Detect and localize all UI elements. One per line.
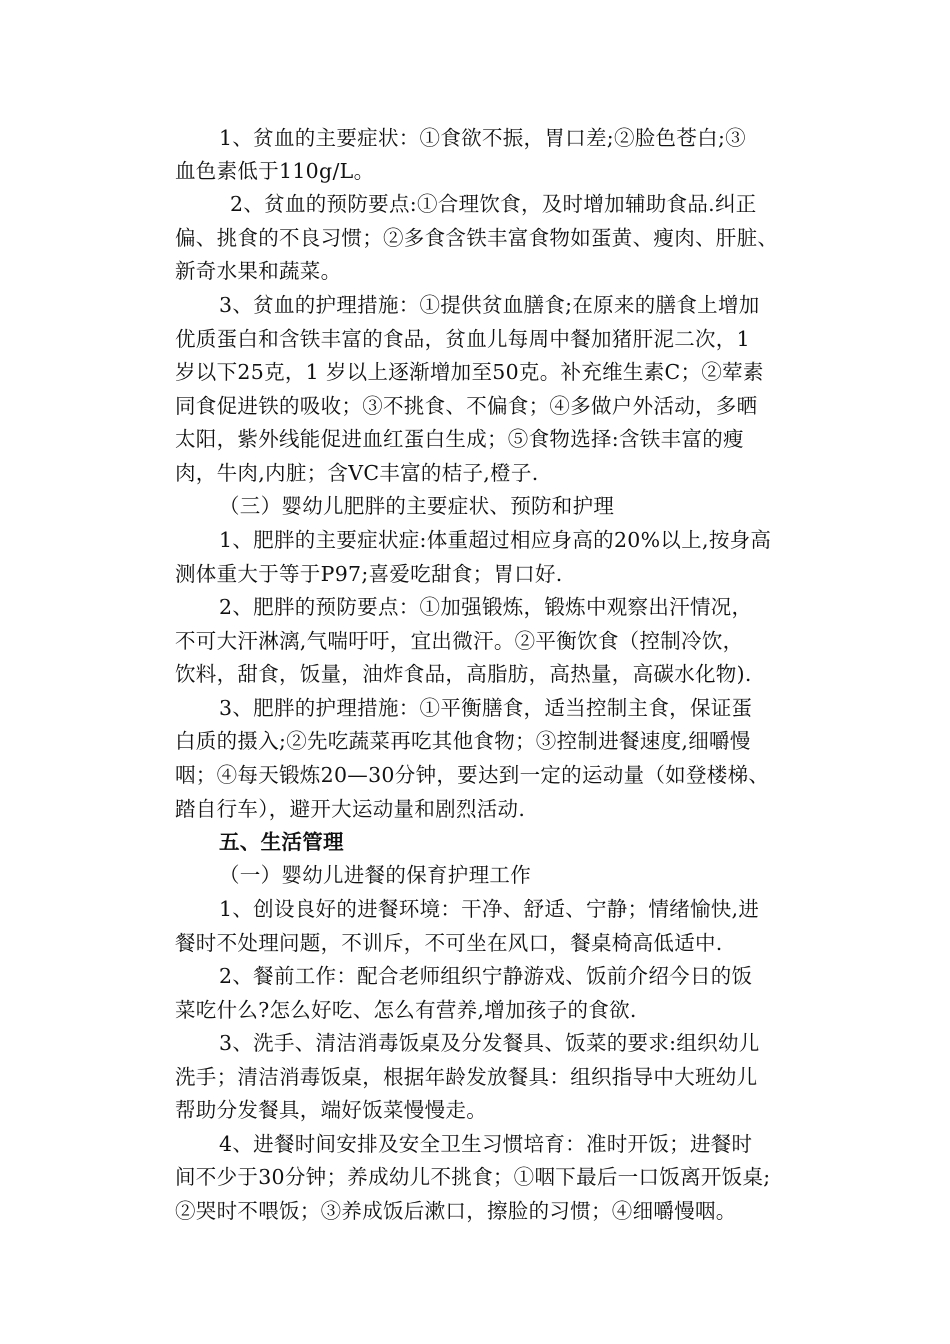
text-line: 2、餐前工作：配合老师组织宁静游戏、饭前介绍今日的饭: [219, 964, 753, 988]
text-line: 1、创设良好的进餐环境：干净、舒适、宁静；情绪愉快,进: [219, 897, 760, 921]
text-line: 肉，牛肉,内脏；含VC丰富的桔子,橙子.: [175, 461, 539, 485]
text-line: 白质的摄入;②先吃蔬菜再吃其他食物；③控制进餐速度,细嚼慢: [175, 729, 751, 753]
text-line: ②哭时不喂饭；③养成饭后漱口，擦脸的习惯；④细嚼慢咽。: [175, 1199, 737, 1223]
section-heading: 五、生活管理: [219, 830, 344, 854]
text-line: 不可大汗淋漓,气喘吁吁，宜出微汗。②平衡饮食（控制冷饮，: [175, 629, 744, 653]
section-subheading: （三）婴幼儿肥胖的主要症状、预防和护理: [219, 494, 615, 518]
text-line: 新奇水果和蔬菜。: [175, 259, 342, 283]
text-line: 3、肥胖的护理措施：①平衡膳食，适当控制主食，保证蛋: [219, 696, 753, 720]
text-line: 3、贫血的护理措施：①提供贫血膳食;在原来的膳食上增加: [219, 293, 760, 317]
text-line: 1、肥胖的主要症状症:体重超过相应身高的20%以上,按身高: [219, 528, 772, 552]
text-line: 偏、挑食的不良习惯；②多食含铁丰富食物如蛋黄、瘦肉、肝脏、: [175, 226, 779, 250]
text-line: 2、贫血的预防要点:①合理饮食，及时增加辅助食品.纠正: [230, 192, 757, 216]
text-line: 岁以下25克，1 岁以上逐渐增加至50克。补充维生素C；②荤素: [175, 360, 764, 384]
text-line: 菜吃什么?怎么好吃、怎么有营养,增加孩子的食欲.: [175, 998, 637, 1022]
text-line: 4、进餐时间安排及安全卫生习惯培育：准时开饭；进餐时: [219, 1132, 753, 1156]
text-line: 3、洗手、清洁消毒饭桌及分发餐具、饭菜的要求:组织幼儿: [219, 1031, 760, 1055]
text-line: 踏自行车），避开大运动量和剧烈活动.: [175, 797, 526, 821]
text-line: 太阳，紫外线能促进血红蛋白生成；⑤食物选择:含铁丰富的瘦: [175, 427, 744, 451]
text-line: 间不少于30分钟；养成幼儿不挑食；①咽下最后一口饭离开饭桌;: [175, 1165, 771, 1189]
text-line: 优质蛋白和含铁丰富的食品，贫血儿每周中餐加猪肝泥二次，1: [175, 327, 750, 351]
text-line: 测体重大于等于P97;喜爱吃甜食；胃口好.: [175, 562, 563, 586]
text-line: 同食促进铁的吸收；③不挑食、不偏食；④多做户外活动，多晒: [175, 394, 758, 418]
text-line: 餐时不处理问题，不训斥，不可坐在风口，餐桌椅高低适中.: [175, 931, 723, 955]
text-line: 咽；④每天锻炼20—30分钟，要达到一定的运动量（如登楼梯、: [175, 763, 770, 787]
text-line: 帮助分发餐具，端好饭菜慢慢走。: [175, 1098, 487, 1122]
text-line: 洗手；清洁消毒饭桌，根据年龄发放餐具：组织指导中大班幼儿: [175, 1065, 758, 1089]
text-line: 2、肥胖的预防要点：①加强锻炼，锻炼中观察出汗情况，: [219, 595, 753, 619]
text-line: 饮料，甜食，饭量，油炸食品，高脂肪，高热量，高碳水化物).: [175, 662, 752, 686]
text-line: 血色素低于110g/L。: [175, 159, 375, 183]
text-line: 1、贫血的主要症状：①食欲不振，胃口差;②脸色苍白;③: [219, 126, 746, 150]
section-subheading: （一）婴幼儿进餐的保育护理工作: [219, 863, 531, 887]
